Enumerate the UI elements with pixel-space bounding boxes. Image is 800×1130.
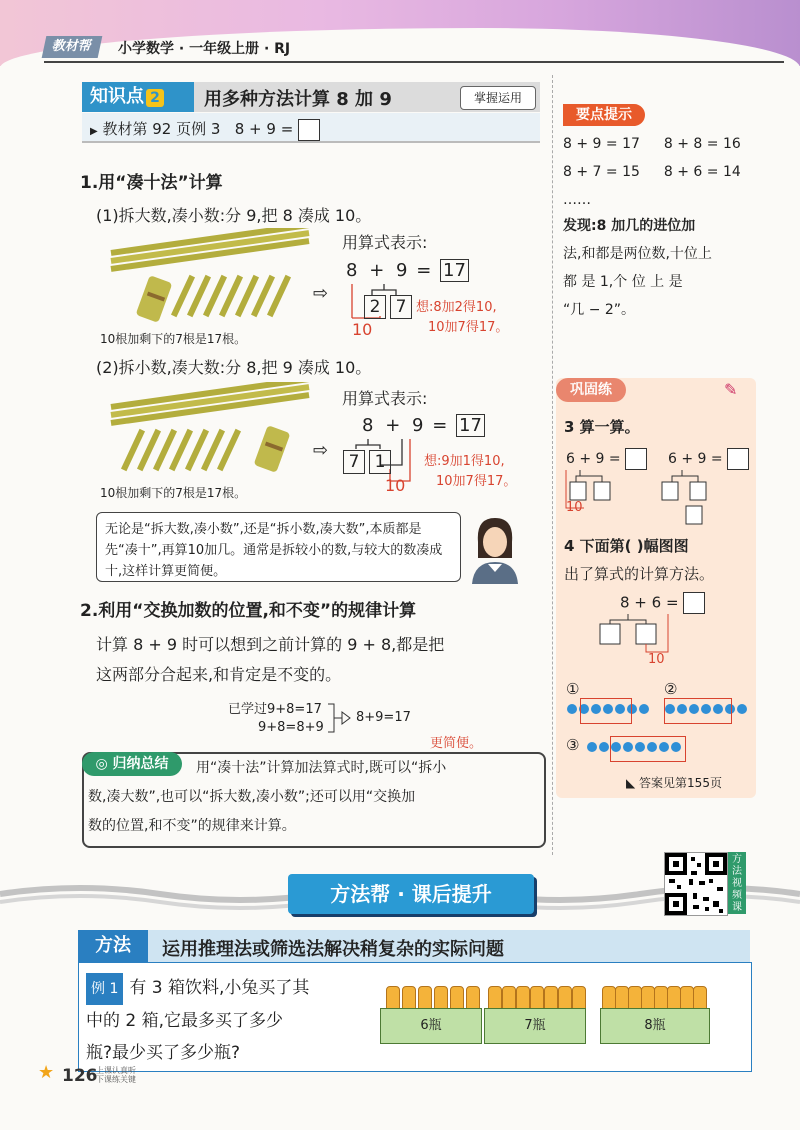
answer-ref-text: 答案见第155页: [639, 776, 722, 790]
sticks-caption-2: 10根加剩下的7根是17根。: [100, 486, 247, 500]
method-title: 运用推理法或筛选法解决稍复杂的实际问题: [162, 939, 504, 960]
qr-code-icon[interactable]: [664, 852, 728, 916]
q3-title: 3 算一算。: [564, 418, 640, 436]
sticks-illustration-2: [100, 382, 320, 478]
section2-para-line2: 这两部分合起来,和肯定是不变的。: [96, 665, 342, 684]
tip-finding: [563, 212, 753, 324]
think-note-2: [424, 452, 516, 492]
section1-sub1: (1)拆大数,凑小数:分 9,把 8 凑成 10。: [96, 206, 372, 225]
find-line1: 发现:8 加几的进位加: [563, 218, 696, 234]
find-line3: 都 是 1,个 位 上 是: [563, 274, 683, 290]
learned-fact: 已学过9+8=17: [228, 702, 322, 717]
commutative-line: 9+8=8+9: [258, 720, 324, 735]
teacher-avatar: [466, 512, 524, 584]
summary-line3: 数的位置,和不变”的规律来计算。: [88, 818, 296, 834]
eq2-result: 17: [456, 414, 485, 437]
mastery-level: 掌握运用: [460, 86, 536, 110]
ten-sticks-row-2: [111, 382, 310, 426]
tip-eq-3: 8 + 7 = 15: [563, 164, 640, 180]
option-2-frame: [664, 698, 732, 724]
formula-label-2: 用算式表示:: [342, 389, 428, 408]
simpler-note: 更简便。: [430, 736, 483, 751]
eq1-a: 8: [346, 260, 358, 281]
split1-box-2: 7: [343, 450, 365, 474]
q4-eq: [620, 592, 705, 614]
equation-1: [346, 260, 469, 281]
page-number: 126: [62, 1066, 98, 1086]
q4-line2: 出了算式的计算方法。: [564, 565, 715, 583]
sticks-caption-1: 10根加剩下的7根是17根。: [100, 332, 247, 346]
example-text: [86, 972, 376, 1069]
triangle-icon: ▶: [90, 126, 98, 137]
example-line3: 瓶?最少买了多少瓶?: [86, 1043, 241, 1063]
seven-sticks: [171, 275, 291, 317]
qr-label: 方法视频课: [728, 852, 746, 914]
target-icon: ◎: [95, 756, 113, 772]
tip-eq-2: 8 + 8 = 16: [663, 136, 741, 152]
tip-eq-4: 8 + 6 = 14: [663, 164, 741, 180]
arrow-icon-2: ⇨: [313, 440, 329, 461]
formula-label-1: 用算式表示:: [342, 233, 428, 252]
knowledge-badge-label: 知识点: [90, 86, 144, 107]
option-3-frame: [610, 736, 686, 762]
q4-eq-text: 8 + 6 =: [620, 593, 679, 612]
example-line1: 有 3 箱饮料,小兔买了其: [129, 978, 310, 998]
knowledge-badge: [82, 82, 194, 112]
seven-sticks-2: [121, 429, 241, 471]
column-divider: [552, 75, 554, 855]
equation-2: [362, 415, 485, 436]
answer-reference: [626, 774, 722, 791]
eq1-plus: +: [369, 260, 385, 281]
methods-band-title: 方法帮 · 课后提升: [288, 874, 534, 914]
textbook-ref-label: 教材第 92 页例 3: [102, 120, 221, 138]
eq2-b: 9: [412, 415, 424, 436]
slogan-line1: 上课认真听: [96, 1066, 136, 1075]
header-title: 小学数学 · 一年级上册 · RJ: [118, 41, 291, 57]
q4-line1: 4 下面第( )幅图图: [564, 537, 689, 555]
split1-box-1: 2: [364, 295, 386, 319]
summary-tag: [82, 752, 182, 776]
q3-a-text: 6 + 9 =: [566, 451, 621, 467]
crate-1: [380, 986, 488, 1046]
example-tag: 例 1: [86, 973, 123, 1005]
knowledge-number: 2: [146, 89, 164, 107]
option-1-label[interactable]: ①: [566, 680, 580, 698]
tip-ellipsis: ……: [563, 192, 591, 208]
eq1-result: 17: [440, 259, 469, 282]
q4-answer[interactable]: [683, 592, 705, 614]
q3-split-diagram: [562, 468, 752, 528]
crate-3: [600, 986, 712, 1046]
section2-heading: 2.利用“交换加数的位置,和不变”的规律计算: [80, 601, 417, 621]
method-tag: 方法: [78, 930, 148, 962]
tip-equations: [563, 130, 741, 214]
bundle-of-ten-2: [254, 425, 291, 473]
section2-para-line1: 计算 8 + 9 时可以想到之前计算的 9 + 8,都是把: [96, 635, 445, 654]
textbook-ref: [90, 118, 320, 141]
eq1-eq: =: [416, 260, 432, 281]
practice-tag: 巩固练: [556, 378, 626, 402]
q3-b-text: 6 + 9 =: [668, 451, 723, 467]
think-2-line2: 10加7得17。: [436, 474, 517, 489]
bundle-of-ten: [136, 275, 173, 323]
summary-tag-label: 归纳总结: [112, 756, 169, 772]
eq2-a: 8: [362, 415, 374, 436]
crate-2: [484, 986, 592, 1046]
eq1-b: 9: [396, 260, 408, 281]
star-icon: ★: [38, 1062, 55, 1083]
example-line2: 中的 2 箱,它最多买了多少: [86, 1011, 284, 1031]
think-note-1: [416, 298, 508, 338]
find-line2: 法,和都是两位数,十位上: [563, 246, 712, 262]
answer-box[interactable]: [298, 119, 320, 141]
brand-tag: 教材帮: [42, 36, 103, 58]
crate-2-label: 7瓶: [484, 1008, 586, 1044]
ten-label-2: 10: [385, 476, 406, 495]
crate-1-label: 6瓶: [380, 1008, 482, 1044]
summary-line2: 数,凑大数”,也可以“拆大数,凑小数”;还可以用“交换加: [88, 789, 416, 805]
think-1-line2: 10加7得17。: [428, 320, 509, 335]
q3-ten: 10: [566, 500, 583, 515]
pencil-icon: ✎: [724, 380, 738, 399]
eq2-plus: +: [385, 415, 401, 436]
ref-expression: 8 + 9 =: [234, 120, 294, 138]
header-divider: [44, 61, 784, 63]
slogan-line2: 下课练关键: [96, 1075, 136, 1084]
section2-paragraph: [96, 630, 444, 690]
knowledge-title: 用多种方法计算 8 加 9: [204, 89, 392, 110]
sticks-illustration-1: [100, 228, 320, 328]
footer-slogan: [96, 1066, 136, 1084]
corner-icon: ◣: [626, 776, 640, 790]
ten-label-1: 10: [352, 320, 373, 339]
think-2-line1: 想:9加1得10,: [424, 454, 505, 469]
summary-line1: 用“凑十法”计算加法算式时,既可以“拆小: [196, 760, 447, 776]
ten-sticks-row: [111, 228, 310, 272]
option-2-label[interactable]: ②: [664, 680, 678, 698]
q4-ten: 10: [648, 652, 665, 667]
practice-panel: [556, 378, 756, 798]
split2-box-1: 7: [390, 295, 412, 319]
q3-eq-a: [566, 448, 647, 470]
option-1-frame: [580, 698, 632, 724]
q3-b-answer[interactable]: [727, 448, 749, 470]
think-1-line1: 想:8加2得10,: [416, 300, 497, 315]
find-line4: “几 − 2”。: [563, 302, 636, 318]
tip-tag: 要点提示: [563, 104, 645, 126]
tip-eq-1: 8 + 9 = 17: [563, 136, 640, 152]
section1-heading: 1.用“凑十法”计算: [80, 173, 223, 193]
split2-box-2: 1: [369, 450, 391, 474]
teacher-speech-bubble: 无论是“拆大数,凑小数”,还是“拆小数,凑大数”,本质都是先“凑十”,再算10加几。通常是拆较小的数,与较大的数凑成十,这样计算更简便。: [96, 512, 461, 582]
option-3-label[interactable]: ③: [566, 736, 580, 754]
crate-3-label: 8瓶: [600, 1008, 710, 1044]
q3-eq-b: [668, 448, 749, 470]
bracket-arrow-icon: [326, 700, 356, 736]
section1-sub2: (2)拆小数,凑大数:分 8,把 9 凑成 10。: [96, 358, 372, 377]
commutative-result: 8+9=17: [356, 710, 411, 725]
q3-a-answer[interactable]: [625, 448, 647, 470]
arrow-icon: ⇨: [313, 283, 329, 304]
eq2-eq: =: [432, 415, 448, 436]
q4-prompt: [564, 532, 714, 588]
